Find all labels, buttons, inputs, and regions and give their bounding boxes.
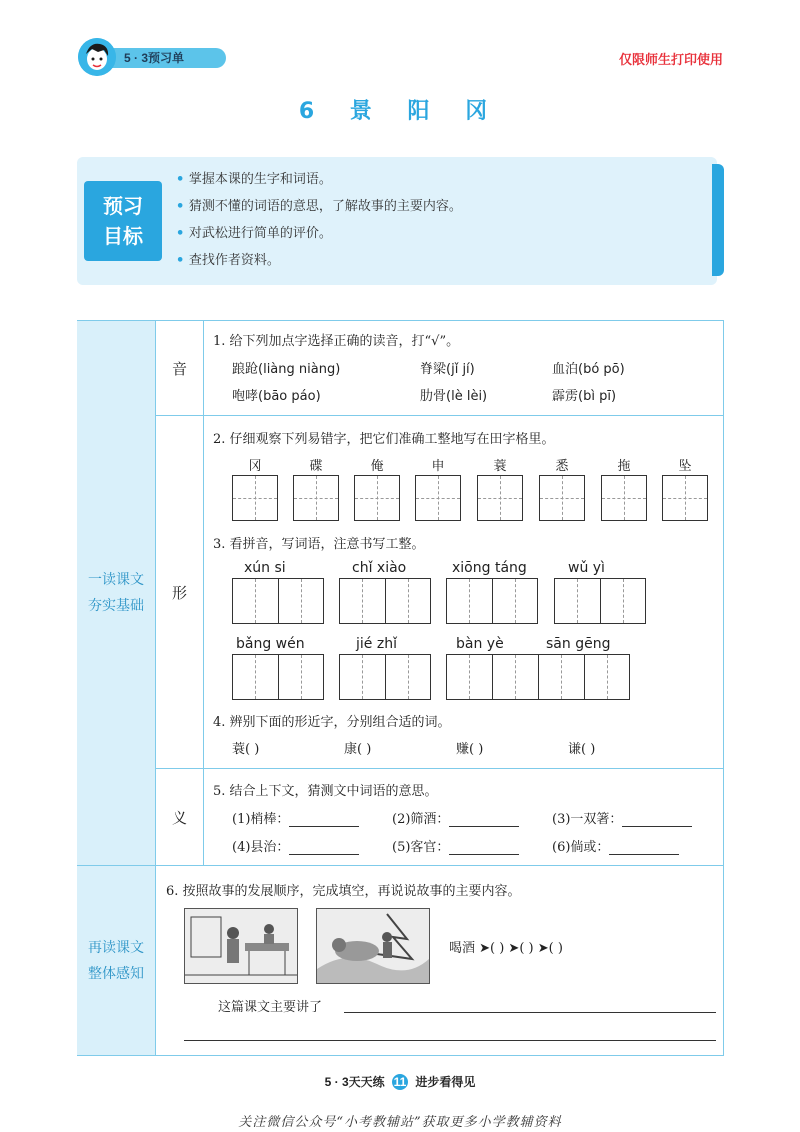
goal-item: • 猜测不懂的词语的意思，了解故事的主要内容。 xyxy=(176,197,462,224)
q5-item xyxy=(552,836,679,855)
tian-grid-cell[interactable] xyxy=(662,475,708,521)
q5-item xyxy=(392,836,519,855)
pinyin-label: chǐ xiào xyxy=(352,560,407,576)
goal-item: • 对武松进行简单的评价。 xyxy=(176,224,462,251)
q1-options[interactable]: (bāo páo) xyxy=(258,389,321,404)
q4-item[interactable]: 康( ) xyxy=(344,742,372,757)
answer-blank[interactable] xyxy=(622,811,692,827)
goals-tag-line2: 目标 xyxy=(103,224,143,248)
q1-word: 霹雳 xyxy=(552,389,579,404)
category-meaning: 义 xyxy=(156,769,204,865)
q5-term: (3)一双箸： xyxy=(552,812,623,827)
pinyin-label: xún si xyxy=(244,560,286,576)
summary-line[interactable] xyxy=(184,1040,716,1041)
q1-word: 脊梁 xyxy=(420,362,447,377)
badge-label: 5 · 3预习单 xyxy=(124,51,185,65)
goals-panel-edge xyxy=(712,164,724,276)
pinyin-label: bǎng wén xyxy=(236,636,305,652)
q1-word: 踉跄 xyxy=(232,362,259,377)
q1-options[interactable]: (lè lèi) xyxy=(446,389,488,404)
tian-grid-cell[interactable] xyxy=(539,475,585,521)
tian-grid-cell[interactable] xyxy=(415,475,461,521)
footer-left: 5 · 3天天练 xyxy=(324,1075,385,1089)
goals-list xyxy=(176,170,462,278)
q2-char: 拖 xyxy=(617,459,631,474)
q1-item xyxy=(420,385,487,404)
answer-blank[interactable] xyxy=(609,839,679,855)
q1-options[interactable]: (jǐ jí) xyxy=(446,362,475,377)
writing-box-group[interactable] xyxy=(554,578,646,624)
q1-word: 咆哮 xyxy=(232,389,259,404)
writing-box-group[interactable] xyxy=(339,578,431,624)
section-read-again: 再读课文 整体感知 xyxy=(77,866,156,1055)
section-divider xyxy=(77,865,724,866)
story-sequence[interactable]: 喝酒 ➤( ) ➤( ) ➤( ) xyxy=(449,941,563,956)
pinyin-label: sān gēng xyxy=(546,636,611,652)
mascot-icon xyxy=(78,38,116,76)
q1-options[interactable]: (liàng niàng) xyxy=(258,362,341,377)
q4-item[interactable]: 蓑( ) xyxy=(232,742,260,757)
q1-word: 肋骨 xyxy=(420,389,447,404)
writing-box-group[interactable] xyxy=(339,654,431,700)
writing-box-group[interactable] xyxy=(446,578,538,624)
q2-char: 冈 xyxy=(248,459,262,474)
answer-blank[interactable] xyxy=(289,839,359,855)
q1-item xyxy=(552,358,625,377)
q2-char: 碟 xyxy=(309,459,323,474)
q2-char: 悉 xyxy=(555,459,569,474)
page-number: 11 xyxy=(393,1075,407,1089)
print-notice: 仅限师生打印使用 xyxy=(618,52,723,67)
page-footer xyxy=(0,1073,800,1090)
writing-box-group[interactable] xyxy=(446,654,630,700)
pinyin-label: jié zhǐ xyxy=(356,636,397,652)
goals-tag-line1: 预习 xyxy=(103,194,143,218)
tian-grid-cell[interactable] xyxy=(293,475,339,521)
q5-term: (5)客官： xyxy=(392,840,450,855)
story-illustration-tavern xyxy=(184,908,298,984)
q5-term: (2)筛酒： xyxy=(392,812,450,827)
pinyin-label: wǔ yì xyxy=(568,560,605,576)
question-6-prompt: 6. 按照故事的发展顺序，完成填空，再说说故事的主要内容。 xyxy=(166,884,521,899)
q5-term: (4)县治： xyxy=(232,840,290,855)
q2-char: 坠 xyxy=(678,459,692,474)
q1-options[interactable]: (bì pī) xyxy=(578,389,617,404)
question-4-prompt: 4. 辨别下面的形近字，分别组合适的词。 xyxy=(213,715,451,730)
question-2-prompt: 2. 仔细观察下列易错字，把它们准确工整地写在田字格里。 xyxy=(213,432,555,447)
q5-term: (1)梢棒： xyxy=(232,812,290,827)
q5-term: (6)倘或： xyxy=(552,840,610,855)
story-illustration-tiger xyxy=(316,908,430,984)
row-divider xyxy=(156,768,724,769)
q5-item xyxy=(552,808,692,827)
q5-item xyxy=(232,836,359,855)
answer-blank[interactable] xyxy=(449,811,519,827)
answer-blank[interactable] xyxy=(449,839,519,855)
writing-box-group[interactable] xyxy=(232,654,324,700)
goal-item: • 查找作者资料。 xyxy=(176,251,462,278)
tian-grid-cell[interactable] xyxy=(601,475,647,521)
category-shape: 形 xyxy=(156,416,204,768)
question-1-prompt: 1. 给下列加点字选择正确的读音，打“√”。 xyxy=(213,334,460,349)
pinyin-label: bàn yè xyxy=(456,636,504,652)
footer-right: 进步看得见 xyxy=(415,1075,476,1089)
q1-word: 血泊 xyxy=(552,362,579,377)
category-sound: 音 xyxy=(156,321,204,415)
tian-grid-cell[interactable] xyxy=(232,475,278,521)
question-3-prompt: 3. 看拼音，写词语，注意书写工整。 xyxy=(213,537,425,552)
q4-item[interactable]: 赚( ) xyxy=(456,742,484,757)
summary-line[interactable] xyxy=(344,1012,716,1013)
bottom-notice: 关注微信公众号“小考教辅站”获取更多小学教辅资料 xyxy=(238,1115,562,1130)
q2-char: 蓑 xyxy=(493,459,507,474)
writing-box-group[interactable] xyxy=(232,578,324,624)
q1-item xyxy=(552,385,616,404)
tian-grid-cell[interactable] xyxy=(477,475,523,521)
q1-options[interactable]: (bó pō) xyxy=(578,362,625,377)
q1-item xyxy=(232,385,321,404)
goal-item: • 掌握本课的生字和词语。 xyxy=(176,170,462,197)
q1-item xyxy=(232,358,340,377)
tian-grid-cell[interactable] xyxy=(354,475,400,521)
section-read-once: 一读课文 夯实基础 xyxy=(77,321,156,865)
goals-tag xyxy=(84,181,162,261)
q4-item[interactable]: 谦( ) xyxy=(568,742,596,757)
q1-item xyxy=(420,358,475,377)
q5-item xyxy=(392,808,519,827)
q2-char: 申 xyxy=(431,459,445,474)
answer-blank[interactable] xyxy=(289,811,359,827)
lesson-title: 6 景 阳 冈 xyxy=(298,99,502,124)
row-divider xyxy=(156,415,724,416)
summary-label: 这篇课文主要讲了 xyxy=(218,1000,323,1015)
q2-char: 俺 xyxy=(370,459,384,474)
pinyin-label: xiōng táng xyxy=(452,560,527,576)
question-5-prompt: 5. 结合上下文，猜测文中词语的意思。 xyxy=(213,784,438,799)
q5-item xyxy=(232,808,359,827)
